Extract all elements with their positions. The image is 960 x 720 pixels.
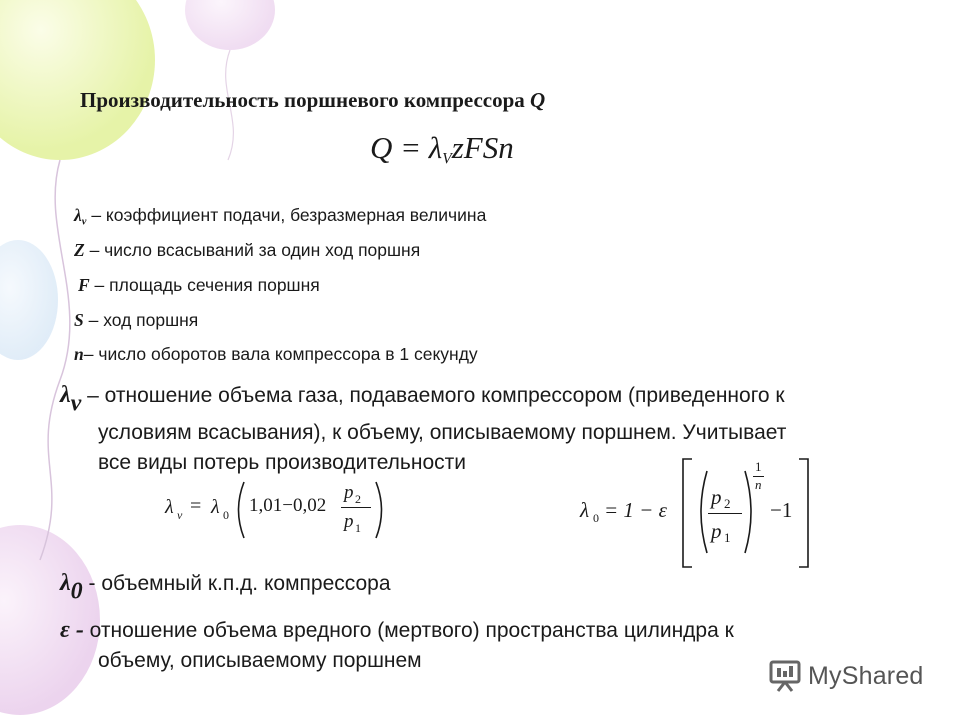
balloon-string [40,160,70,560]
formula-right-num-sub: 2 [724,496,731,511]
def-symbol: n [74,344,84,364]
desc-line-3: все виды потерь производительности [98,451,467,475]
formula-right-rhs-start: = 1 − ε [604,498,667,522]
formula-left-den-sub: 1 [355,521,361,535]
desc-line-1: – отношение объема газа, подаваемого компрессором (приведенного к [81,384,785,407]
def-text: – ход поршня [83,310,199,330]
presentation-icon [768,659,802,693]
title-symbol: Q [530,88,546,112]
formula-lambda-0 [580,455,815,570]
formula-right-den: p [711,519,722,543]
def-symbol: Z [74,240,85,260]
formula-right-tail: −1 [770,498,793,522]
formula-left-inner: 1,01−0,02 [249,495,327,516]
formula-left-lambda0: λ [211,496,220,518]
paren-open-icon [231,480,247,540]
desc-symbol: λ [60,570,71,596]
desc-symbol-sub: 0 [70,578,83,605]
formula-right-num: p [711,485,722,509]
definition-z [74,240,420,261]
balloon-pink-top [185,0,275,50]
main-formula-rest: zFSn [451,130,514,165]
desc-symbol: ε - [60,617,84,643]
formula-left-num-sub: 2 [355,492,361,506]
watermark-text: MyShared [808,661,924,690]
slide-title [80,88,545,113]
definition-lambda-v [74,205,486,228]
formula-right-fraction-bar [708,513,742,514]
desc-text: - объемный к.п.д. компрессора [82,572,391,595]
desc-line-2: объему, описываемому поршнем [98,649,422,672]
formula-right-den-sub: 1 [724,530,731,545]
formula-left-den: p [344,511,354,532]
def-text: – число оборотов вала компрессора в 1 секунду [83,344,478,364]
def-symbol: S [74,310,84,330]
desc-symbol: λ [60,382,71,408]
formula-lambda-v [165,478,395,540]
def-symbol: F [78,275,90,295]
bracket-close-icon [797,457,811,569]
def-symbol: λ [74,205,82,225]
bracket-open-icon [680,457,694,569]
formula-right-exp-num: 1 [755,459,762,474]
desc-symbol-sub: v [70,390,82,417]
main-formula [370,130,514,168]
myshared-logo [768,656,924,696]
formula-left-lhs: λ [165,496,174,518]
definition-s [74,310,198,331]
formula-left-fraction-bar [341,507,371,508]
balloon-blue-left [0,240,58,360]
formula-right-lhs-sub: 0 [593,511,599,525]
def-text: – площадь сечения поршня [89,275,320,295]
formula-left-lhs-sub: v [177,508,183,522]
def-text: – число всасываний за один ход поршня [84,240,421,260]
epsilon-description [60,615,734,676]
title-text: Производительность поршневого компрессора [80,88,525,112]
desc-line-2: условиям всасывания), к объему, описываемому поршнем. Учитывает [98,421,787,445]
lambda-0-description [60,568,391,606]
formula-right-lhs: λ [580,498,590,522]
paren-open-icon [694,469,710,555]
formula-right-exp-den: n [755,477,762,492]
paren-close-icon [373,480,389,540]
def-text: – коэффициент подачи, безразмерная величина [86,205,487,225]
def-symbol-sub: v [81,216,87,228]
main-formula-sub: V [442,150,452,168]
balloon-yellow [0,0,155,160]
formula-left-num: p [344,482,354,503]
main-formula-lhs: Q = λ [370,130,443,165]
formula-left-lambda0-sub: 0 [223,508,229,522]
definition-n [74,344,478,365]
formula-left-eq: = [190,495,202,517]
definition-f [78,275,320,296]
desc-line-1: отношение объема вредного (мертвого) пространства цилиндра к [83,619,734,642]
